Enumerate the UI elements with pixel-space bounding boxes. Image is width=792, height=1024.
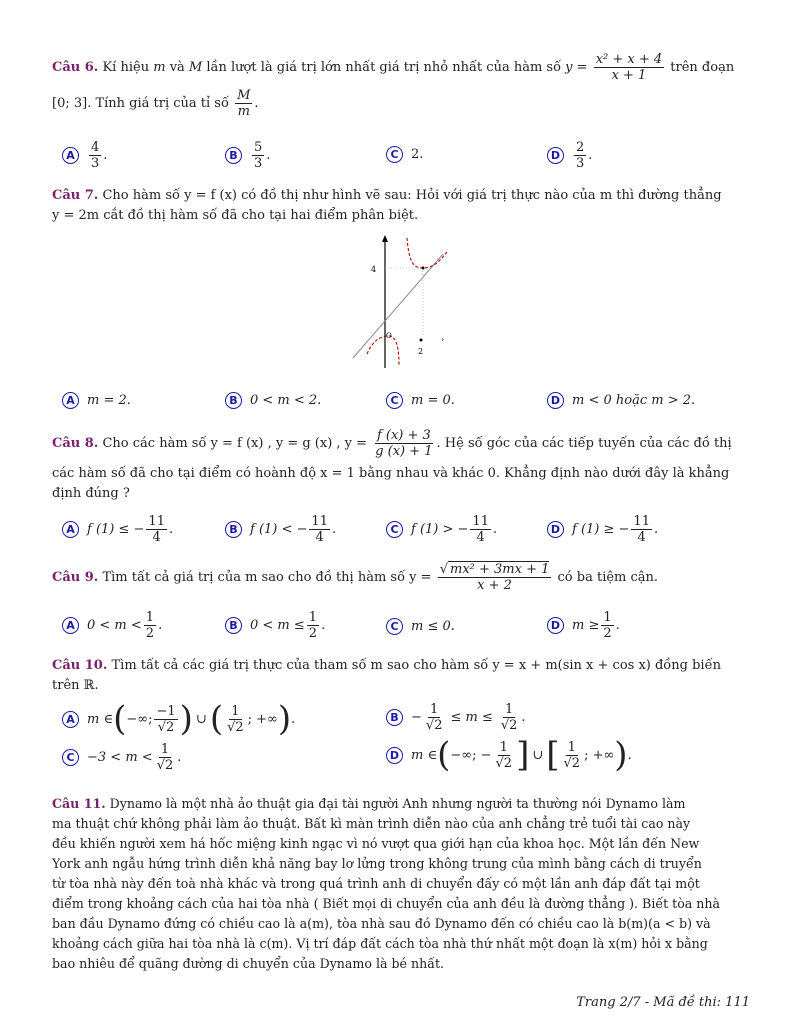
question-text: và xyxy=(169,60,185,75)
question-10 xyxy=(52,656,752,696)
oblique-line xyxy=(353,254,443,358)
question-text: ma thuật chứ không phải làm ảo thuật. Bất kì màn trình diễn nào của anh chẳng trẻ tuổi tài cao này xyxy=(52,816,691,831)
function-lhs: y = xyxy=(565,60,588,75)
question-text: York anh ngẫu hứng trình diễn khả năng bay lơ lửng trong không trung của mình bằng cách di truyển xyxy=(52,856,702,871)
question-8 xyxy=(52,428,752,459)
answer-option[interactable]: A $\frac{4}{3}$ . xyxy=(62,140,107,171)
question-text: Dynamo là một nhà ảo thuật gia đại tài người Anh nhưng người ta thường nói Dynamo làm xyxy=(109,796,686,811)
answer-option[interactable]: C f (1) > − $\frac{11}{4}$ . xyxy=(386,514,497,545)
question-text: điểm trong khoảng cách của hai tòa nhà ( Biết mọi di chuyển của anh đều là đường thẳng ). Biết tòa nhà xyxy=(52,896,721,911)
question-text: đều khiến người xem há hốc miệng kinh ngạc vì nó vượt qua giới hạn của khoa học. Một lần đến New xyxy=(52,836,700,851)
answer-option[interactable]: C m = 0. xyxy=(386,392,455,409)
answer-option[interactable]: B − $\frac{1}{√2}$ ≤ m ≤ $\frac{1}{√2}$ . xyxy=(386,702,526,733)
question-number: Câu 9. xyxy=(52,570,99,585)
answer-option[interactable]: D m < 0 hoặc m > 2. xyxy=(547,392,695,409)
question-text: lần lượt là giá trị lớn nhất giá trị nhỏ nhất của hàm số xyxy=(206,60,562,75)
answer-option[interactable]: B 0 < m ≤ $\frac{1}{2}$ . xyxy=(225,610,325,641)
var-m: m xyxy=(153,60,166,75)
question-number: Câu 8. xyxy=(52,436,99,451)
question-text: trên ℝ. xyxy=(52,678,99,693)
question-text: Cho hàm số y = f (x) có đồ thị như hình vẽ sau: Hỏi với giá trị thực nào của m thì đường thẳng xyxy=(102,188,722,203)
answer-option[interactable]: B f (1) < − $\frac{11}{4}$ . xyxy=(225,514,336,545)
answer-option[interactable]: A f (1) ≤ − $\frac{11}{4}$ . xyxy=(62,514,173,545)
question-text: Kí hiệu xyxy=(102,60,150,75)
answer-option[interactable]: B $\frac{5}{3}$ . xyxy=(225,140,270,171)
function-fraction: $\frac{f (x) + 3}{g (x) + 1}$ xyxy=(375,428,433,459)
question-11 xyxy=(52,794,752,974)
origin-label: O xyxy=(386,332,392,340)
question-number: Câu 10. xyxy=(52,658,108,673)
question-number: Câu 6. xyxy=(52,60,99,75)
answer-option[interactable]: C m ≤ 0. xyxy=(386,618,455,635)
answer-option[interactable]: A 0 < m < $\frac{1}{2}$ . xyxy=(62,610,162,641)
y-axis-arrow xyxy=(382,235,388,242)
question-text: bao nhiêu để quãng đường di chuyển của Dynamo là bé nhất. xyxy=(52,956,445,971)
question-text: Tìm tất cả các giá trị thực của tham số m sao cho hàm số y = x + m(sin x + cos x) đồng biến xyxy=(111,658,721,673)
question-text: Tìm tất cả giá trị của m sao cho đồ thị hàm số y = xyxy=(102,570,432,585)
lower-branch xyxy=(367,336,399,366)
question-8-cont xyxy=(52,464,752,504)
question-text: Cho các hàm số y = f (x) , y = g (x) , y = xyxy=(102,436,368,451)
answer-option[interactable]: D $\frac{2}{3}$ . xyxy=(547,140,592,171)
y-tick-label: 4 xyxy=(371,265,377,274)
answer-option[interactable]: A m ∈ ( −∞; $\frac{-1}{√2}$ ) ∪ ( $\frac{1}{√2}$ ; +∞ ) . xyxy=(62,702,295,736)
answer-option[interactable]: C −3 < m < $\frac{1}{√2}$ . xyxy=(62,742,181,773)
question-text: y = 2m cắt đồ thị hàm số đã cho tại hai điểm phân biệt. xyxy=(52,208,419,223)
function-fraction: $\frac{\text{√ mx² + 3mx + 1}}{x + 2}$ xyxy=(439,562,550,593)
question-number: Câu 11. xyxy=(52,796,106,811)
x-tick-label: 2 xyxy=(418,347,424,356)
var-M: M xyxy=(188,60,203,75)
answer-option[interactable]: A m = 2. xyxy=(62,392,131,409)
function-fraction: $\frac{\text{x² + x + 4}}{x + 1}$ xyxy=(595,52,663,83)
answer-option[interactable]: D f (1) ≥ − $\frac{11}{4}$ . xyxy=(547,514,658,545)
axis-mark: › xyxy=(441,335,445,344)
answer-option[interactable]: D m ∈ ( −∞; − $\frac{1}{√2}$ ] ∪ [ $\frac{1}{√2}$ ; +∞ ) . xyxy=(386,738,632,772)
function-graph xyxy=(345,232,455,372)
question-text: khoảng cách giữa hai tòa nhà là c(m). Vị trí đáp đất cách tòa nhà thứ nhất một đoạn là x(m) hỏi x bằng xyxy=(52,936,708,951)
question-number: Câu 7. xyxy=(52,188,99,203)
ratio-fraction: $\frac{M}{m}$ xyxy=(237,88,251,119)
answer-option[interactable]: D m ≥ $\frac{1}{2}$ . xyxy=(547,610,620,641)
question-9 xyxy=(52,562,752,593)
question-text: ban đầu Dynamo đứng có chiều cao là a(m), tòa nhà sau đó Dynamo đến có chiều cao là b(m)(a < b) và xyxy=(52,916,711,931)
upper-branch xyxy=(407,238,447,268)
question-text: từ tòa nhà này đến toà nhà khác và trong quá trình anh di chuyển đấy có một lần anh đáp đất tại một xyxy=(52,876,700,891)
question-text: [0; 3]. Tính giá trị của tỉ số xyxy=(52,96,229,111)
question-text: trên đoạn xyxy=(670,60,735,75)
page-footer: Trang 2/7 - Mã đề thi: 111 xyxy=(576,995,750,1010)
question-text: có ba tiệm cận. xyxy=(557,570,659,585)
answer-option[interactable]: C 2. xyxy=(386,146,423,163)
point xyxy=(420,339,423,342)
question-7 xyxy=(52,186,752,226)
answer-option[interactable]: B 0 < m < 2. xyxy=(225,392,321,409)
point xyxy=(422,267,425,270)
question-text: các hàm số đã cho tại điểm có hoành độ x = 1 bằng nhau và khác 0. Khẳng định nào dưới đây là khẳng xyxy=(52,466,730,481)
question-text: định đúng ? xyxy=(52,486,130,501)
question-6 xyxy=(52,52,752,83)
question-text: . Hệ số góc của các tiếp tuyến của các đồ thị xyxy=(436,436,732,451)
question-6-line2: [0; 3]. Tính giá trị của tỉ số $\frac{M}{m}$ . xyxy=(52,88,259,119)
